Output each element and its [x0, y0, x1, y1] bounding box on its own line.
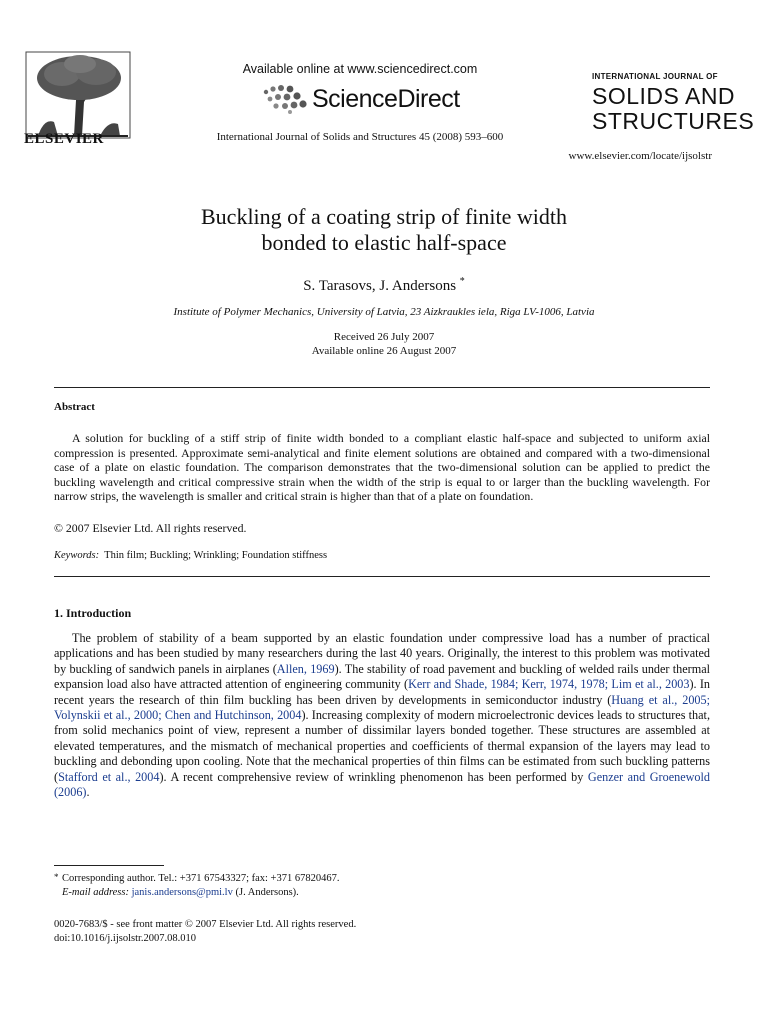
title-line1: Buckling of a coating strip of finite width [201, 204, 567, 229]
footnote-rule [54, 865, 164, 866]
citation-link[interactable]: Huang et al., 2005; Volynskii et al., 2000; Chen and Hutchinson, 2004 [54, 692, 710, 723]
email-label: E-mail address: [62, 887, 129, 898]
intro-text-5: ). A recent comprehensive review of wrinkling phenomenon has been performed by [159, 769, 588, 784]
journal-name-small: INTERNATIONAL JOURNAL OF [592, 72, 718, 81]
citation-link[interactable]: Genzer and Groenewold (2006) [54, 769, 710, 800]
divider-bottom [54, 576, 710, 577]
journal-name-line1: SOLIDS AND [592, 83, 736, 109]
article-title [84, 204, 684, 256]
footnote-contact: Corresponding author. Tel.: +371 67543327; fax: +371 67820467. [62, 873, 340, 884]
available-online-text[interactable]: Available online at www.sciencedirect.com [242, 62, 478, 76]
sciencedirect-dots-icon [262, 84, 310, 114]
intro-paragraph [54, 631, 710, 800]
author-mark[interactable]: * [459, 276, 465, 287]
citation-link[interactable]: Allen, 1969 [276, 661, 335, 676]
abstract-paragraph: A solution for buckling of a stiff strip of finite width bonded to a compliant elastic half-space and subjected to uniform axial compression is presented. Approximate semi-analytical and finite element solutions are obtained and compared with a two-dimensional case of a plate on elastic foundation. The comparison demonstrates that the two-dimensional solution can be applied to predict the buckling wavelength and critical compressive strain when the width of the strip is equal to or larger than the buckling wavelength. For narrow strips, the wavelength is smaller and critical strain is higher than that of a plate on foundation. [54, 431, 710, 504]
keywords [54, 550, 327, 561]
intro-text-2: ). The stability of road pavement and buckling of welded rails under thermal expansion load also have attracted attention of engineering community ( [54, 661, 711, 692]
citation-link[interactable]: Stafford et al., 2004 [58, 769, 160, 784]
journal-url[interactable]: www.elsevier.com/locate/ijsolstr [568, 150, 712, 162]
abstract-copyright: © 2007 Elsevier Ltd. All rights reserved. [54, 521, 247, 535]
footnote [54, 872, 339, 900]
footnote-email-line [54, 886, 339, 900]
title-line2: bonded to elastic half-space [261, 230, 507, 255]
citation-link[interactable]: Kerr and Shade, 1984; Kerr, 1974, 1978; Lim et al., 2003 [408, 677, 690, 692]
keywords-list: Thin film; Buckling; Wrinkling; Foundation stiffness [104, 550, 328, 561]
issn-line: 0020-7683/$ - see front matter © 2007 Elsevier Ltd. All rights reserved. [54, 919, 357, 930]
journal-citation: International Journal of Solids and Structures 45 (2008) 593–600 [216, 131, 504, 143]
journal-name-big [592, 84, 754, 134]
intro-text-6: . [86, 785, 90, 800]
issn-block [54, 918, 356, 946]
abstract-body [54, 431, 710, 504]
email-link[interactable]: janis.andersons@pmi.lv [131, 887, 233, 898]
doi-line: doi:10.1016/j.ijsolstr.2007.08.010 [54, 933, 197, 944]
affiliation: Institute of Polymer Mechanics, University of Latvia, 23 Aizkraukles iela, Riga LV-1006, Latvia [173, 306, 595, 318]
journal-name-line2: STRUCTURES [592, 108, 755, 134]
intro-body [54, 631, 710, 800]
authors [84, 276, 684, 295]
intro-text-1: The problem of stability of a beam supported by an elastic foundation under compressive load has a number of practical applications and has been studied by many researchers during the last 40 years. Originally, the interest to this problem was motivated by buckling of sandwich panels in airplanes ( [54, 631, 710, 676]
author-names: S. Tarasovs, J. Andersons [303, 278, 457, 294]
article-dates [84, 330, 684, 358]
available-date: Available online 26 August 2007 [311, 345, 457, 357]
sciencedirect-logo [262, 82, 460, 116]
publisher-name: ELSEVIER [24, 131, 104, 147]
section-heading: 1. Introduction [54, 606, 132, 620]
abstract-heading: Abstract [54, 401, 95, 413]
email-suffix: (J. Andersons). [232, 887, 299, 898]
intro-text-3: ). In recent years the research of thin film buckling has been driven by developments in semiconductor industry ( [54, 677, 711, 707]
received-date: Received 26 July 2007 [333, 331, 435, 343]
keywords-label: Keywords: [54, 550, 100, 561]
intro-text-4: ). Increasing complexity of modern microelectronic devices leads to structures that, from solid mechanics point of view, represent a number of dissimilar layers bonded together. These structures are assembled at elevated temperatures, and the mismatch of mechanical properties and coefficients of thermal expansion of the layers may lead to buckling and debonding upon cooling. Note that the mechanical properties of thin films can be estimated from such buckling patterns ( [54, 708, 710, 784]
footnote-mark: * [54, 872, 59, 882]
sciencedirect-wordmark: ScienceDirect [312, 84, 460, 113]
divider-top [54, 387, 710, 388]
